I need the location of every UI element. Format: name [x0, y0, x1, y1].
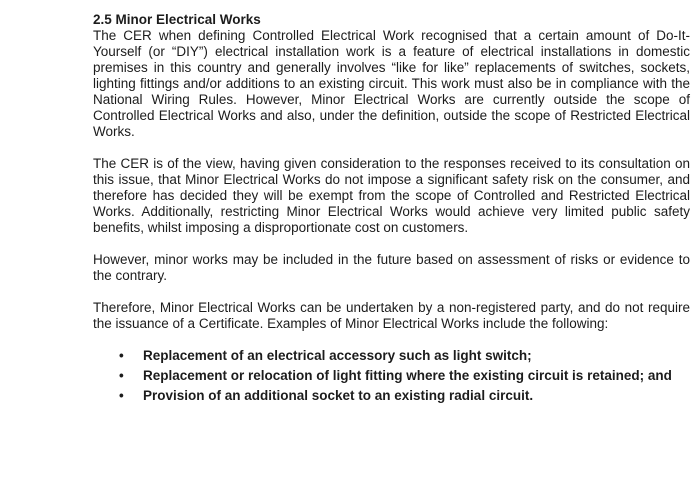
list-item	[93, 388, 690, 404]
document-page	[93, 12, 690, 408]
bullet-icon: •	[119, 368, 124, 383]
paragraph-4: Therefore, Minor Electrical Works can be undertaken by a non-registered party, and do not require the issuance of a Certificate. Examples of Minor Electrical Works include the following:	[93, 300, 690, 331]
bullet-list	[93, 348, 690, 404]
paragraph-1: The CER when defining Controlled Electrical Work recognised that a certain amount of Do-It-Yourself (or “DIY”) electrical installation work is a feature of electrical installations in domestic premises in this country and generally involves “like for like” replacements of switches, sockets, lighting fittings and/or additions to an existing circuit. This work must also be in compliance with the National Wiring Rules. However, Minor Electrical Works are currently outside the scope of Controlled Electrical Works and also, under the definition, outside the scope of Restricted Electrical Works.	[93, 28, 690, 139]
list-item-text: Provision of an additional socket to an existing radial circuit.	[143, 388, 534, 403]
list-item	[93, 348, 690, 364]
bullet-icon: •	[119, 388, 124, 403]
bullet-icon: •	[119, 348, 124, 363]
list-item-text: Replacement or relocation of light fitting where the existing circuit is retained; and	[143, 368, 672, 383]
paragraph-3: However, minor works may be included in the future based on assessment of risks or evidence to the contrary.	[93, 252, 690, 283]
section-heading: 2.5 Minor Electrical Works	[93, 12, 261, 27]
list-item	[93, 368, 690, 384]
list-item-text: Replacement of an electrical accessory such as light switch;	[143, 348, 532, 363]
paragraph-2: The CER is of the view, having given consideration to the responses received to its consultation on this issue, that Minor Electrical Works do not impose a significant safety risk on the consumer, and therefore has decided they will be exempt from the scope of Controlled and Restricted Electrical Works. Additionally, restricting Minor Electrical Works would achieve very limited public safety benefits, whilst imposing a disproportionate cost on customers.	[93, 156, 690, 235]
